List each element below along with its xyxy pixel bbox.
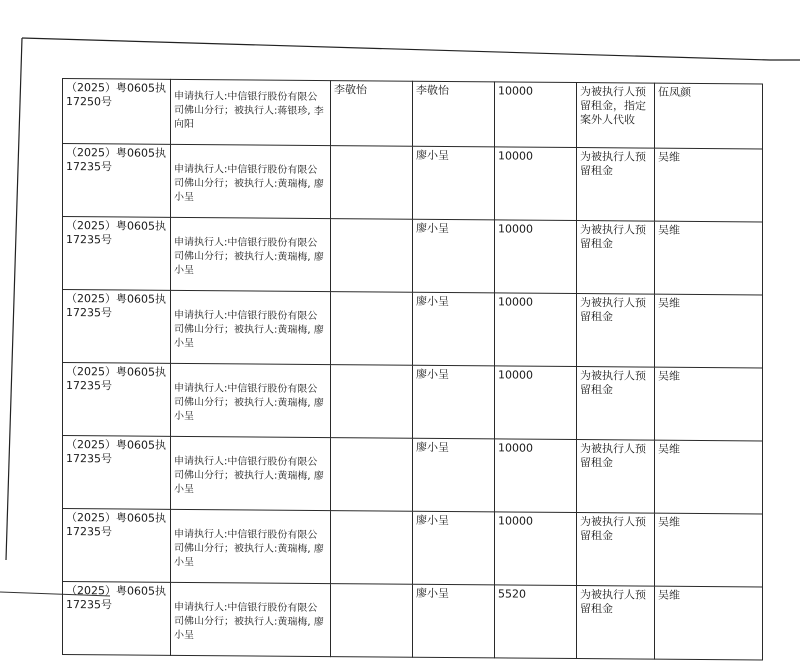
purpose-cell: 为被执行人预留租金 — [577, 148, 655, 222]
parties-cell: 申请执行人:中信银行股份有限公司佛山分行；被执行人:黄瑞梅, 廖小呈 — [171, 217, 331, 291]
purpose-cell: 为被执行人预留租金 — [577, 367, 655, 441]
payee-cell: 廖小呈 — [413, 146, 495, 220]
purpose-cell: 为被执行人预留租金，指定案外人代收 — [577, 83, 655, 149]
payee-cell: 李敬怡 — [413, 81, 495, 147]
amount-cell: 10000 — [495, 512, 577, 586]
amount-cell: 10000 — [495, 439, 577, 513]
table-row — [63, 436, 763, 514]
purpose-cell: 为被执行人预留租金 — [577, 221, 655, 295]
parties-cell: 申请执行人:中信银行股份有限公司佛山分行；被执行人:黄瑞梅, 廖小呈 — [171, 290, 331, 364]
amount-cell: 10000 — [495, 220, 577, 294]
case-number-cell: （2025）粤0605执17235号 — [63, 217, 171, 291]
table-row — [63, 509, 763, 587]
table-row — [63, 79, 763, 149]
parties-cell: 申请执行人:中信银行股份有限公司佛山分行；被执行人:蒋银珍, 李向阳 — [171, 79, 331, 145]
purpose-cell: 为被执行人预留租金 — [577, 586, 655, 660]
signer-cell — [331, 365, 413, 439]
signer-cell — [331, 438, 413, 512]
case-number-cell: （2025）粤0605执17235号 — [63, 363, 171, 437]
parties-cell: 申请执行人:中信银行股份有限公司佛山分行；被执行人:黄瑞梅, 廖小呈 — [171, 436, 331, 510]
table-row — [63, 363, 763, 441]
payee-cell: 廖小呈 — [413, 219, 495, 293]
handler-cell: 吴维 — [655, 440, 763, 514]
table-row — [63, 144, 763, 222]
purpose-cell: 为被执行人预留租金 — [577, 513, 655, 587]
table-row — [63, 217, 763, 295]
parties-cell: 申请执行人:中信银行股份有限公司佛山分行；被执行人:黄瑞梅, 廖小呈 — [171, 582, 331, 656]
data-table — [62, 78, 763, 661]
signer-cell: 李敬怡 — [331, 81, 413, 147]
case-number-cell: （2025）粤0605执17235号 — [63, 436, 171, 510]
amount-cell: 10000 — [495, 366, 577, 440]
signer-cell — [331, 584, 413, 658]
signer-cell — [331, 511, 413, 585]
handler-cell: 吴维 — [655, 586, 763, 660]
handler-cell: 吴维 — [655, 367, 763, 441]
parties-cell: 申请执行人:中信银行股份有限公司佛山分行；被执行人:黄瑞梅, 廖小呈 — [171, 509, 331, 583]
rent-reservation-table — [62, 78, 762, 642]
table-row — [63, 290, 763, 368]
payee-cell: 廖小呈 — [413, 511, 495, 585]
amount-cell: 10000 — [495, 293, 577, 367]
parties-cell: 申请执行人:中信银行股份有限公司佛山分行；被执行人:黄瑞梅, 廖小呈 — [171, 144, 331, 218]
purpose-cell: 为被执行人预留租金 — [577, 440, 655, 514]
payee-cell: 廖小呈 — [413, 584, 495, 658]
amount-cell: 5520 — [495, 585, 577, 659]
signer-cell — [331, 292, 413, 366]
case-number-cell: （2025）粤0605执17235号 — [63, 290, 171, 364]
case-number-cell: （2025）粤0605执17235号 — [63, 582, 171, 656]
handler-cell: 吴维 — [655, 221, 763, 295]
amount-cell: 10000 — [495, 82, 577, 148]
case-number-cell: （2025）粤0605执17250号 — [63, 79, 171, 145]
purpose-cell: 为被执行人预留租金 — [577, 294, 655, 368]
case-number-cell: （2025）粤0605执17235号 — [63, 509, 171, 583]
handler-cell: 吴维 — [655, 294, 763, 368]
payee-cell: 廖小呈 — [413, 365, 495, 439]
handler-cell: 伍凤颜 — [655, 83, 763, 149]
table-row — [63, 582, 763, 660]
handler-cell: 吴维 — [655, 513, 763, 587]
payee-cell: 廖小呈 — [413, 438, 495, 512]
case-number-cell: （2025）粤0605执17235号 — [63, 144, 171, 218]
signer-cell — [331, 146, 413, 220]
signer-cell — [331, 219, 413, 293]
payee-cell: 廖小呈 — [413, 292, 495, 366]
parties-cell: 申请执行人:中信银行股份有限公司佛山分行；被执行人:黄瑞梅, 廖小呈 — [171, 363, 331, 437]
amount-cell: 10000 — [495, 147, 577, 221]
handler-cell: 吴维 — [655, 148, 763, 222]
